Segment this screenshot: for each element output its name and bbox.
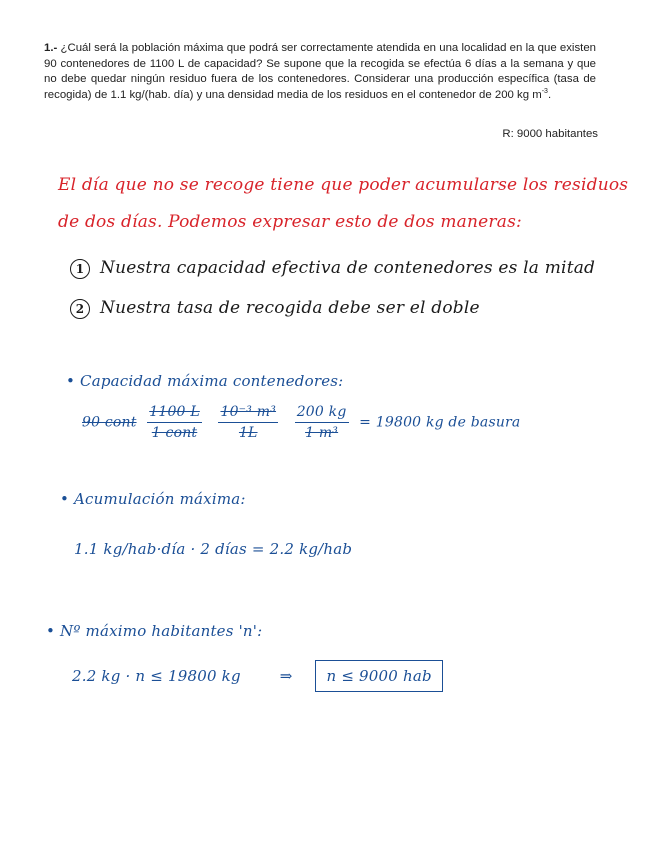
max-inhabitants-calculation bbox=[72, 660, 443, 692]
fraction-3 bbox=[295, 404, 349, 441]
max-formula: 2.2 kg · n ≤ 19800 kg bbox=[72, 667, 241, 685]
capacity-result: = 19800 kg de basura bbox=[359, 414, 521, 431]
capacity-heading: • Capacidad máxima contenedores: bbox=[66, 372, 344, 390]
item-number-1: 1 bbox=[70, 259, 90, 279]
accumulation-heading: • Acumulación máxima: bbox=[60, 490, 246, 508]
problem-end: . bbox=[547, 88, 552, 101]
problem-answer: R: 9000 habitantes bbox=[502, 128, 598, 140]
capacity-calculation bbox=[82, 404, 520, 441]
intro-line-1: El día que no se recoge tiene que poder acumularse los residuos bbox=[58, 175, 629, 195]
list-item-2 bbox=[70, 298, 480, 319]
fraction-3-den: 1 m³ bbox=[305, 425, 339, 441]
item-text-2: Nuestra tasa de recogida debe ser el doble bbox=[100, 298, 480, 318]
item-text-1: Nuestra capacidad efectiva de contenedores es la mitad bbox=[100, 258, 596, 278]
problem-exponent: -3 bbox=[541, 87, 548, 95]
fraction-1-num: 1100 L bbox=[147, 404, 202, 423]
capacity-lead: 90 cont bbox=[82, 414, 137, 431]
fraction-1 bbox=[147, 404, 202, 441]
problem-statement bbox=[44, 41, 596, 103]
fraction-1-den: 1 cont bbox=[151, 425, 198, 441]
fraction-2 bbox=[218, 404, 278, 441]
final-result-box: n ≤ 9000 hab bbox=[315, 660, 442, 692]
item-number-2: 2 bbox=[70, 299, 90, 319]
problem-number: 1.- bbox=[44, 42, 58, 54]
fraction-2-num: 10⁻³ m³ bbox=[218, 404, 278, 423]
accumulation-formula: 1.1 kg/hab·día · 2 días = 2.2 kg/hab bbox=[74, 540, 353, 558]
fraction-3-num: 200 kg bbox=[295, 404, 349, 423]
fraction-2-den: 1L bbox=[238, 425, 258, 441]
max-inhabitants-heading: • Nº máximo habitantes 'n': bbox=[46, 622, 263, 640]
problem-text: ¿Cuál será la población máxima que podrá ser correctamente atendida en una localidad en la que existen 90 contenedores de 1100 L de capacidad? Se supone que la recogida se efectúa 6 días a la semana y que no debe quedar ningún residuo fuera de los contenedores. Considerar una producción específica (tasa de recogida) de 1.1 kg/(hab. día) y una densidad media de los residuos en el contenedor de 200 kg m bbox=[44, 42, 596, 101]
intro-line-2: de dos días. Podemos expresar esto de dos maneras: bbox=[58, 212, 522, 232]
implies-arrow: ⇒ bbox=[279, 667, 293, 685]
list-item-1 bbox=[70, 258, 595, 279]
